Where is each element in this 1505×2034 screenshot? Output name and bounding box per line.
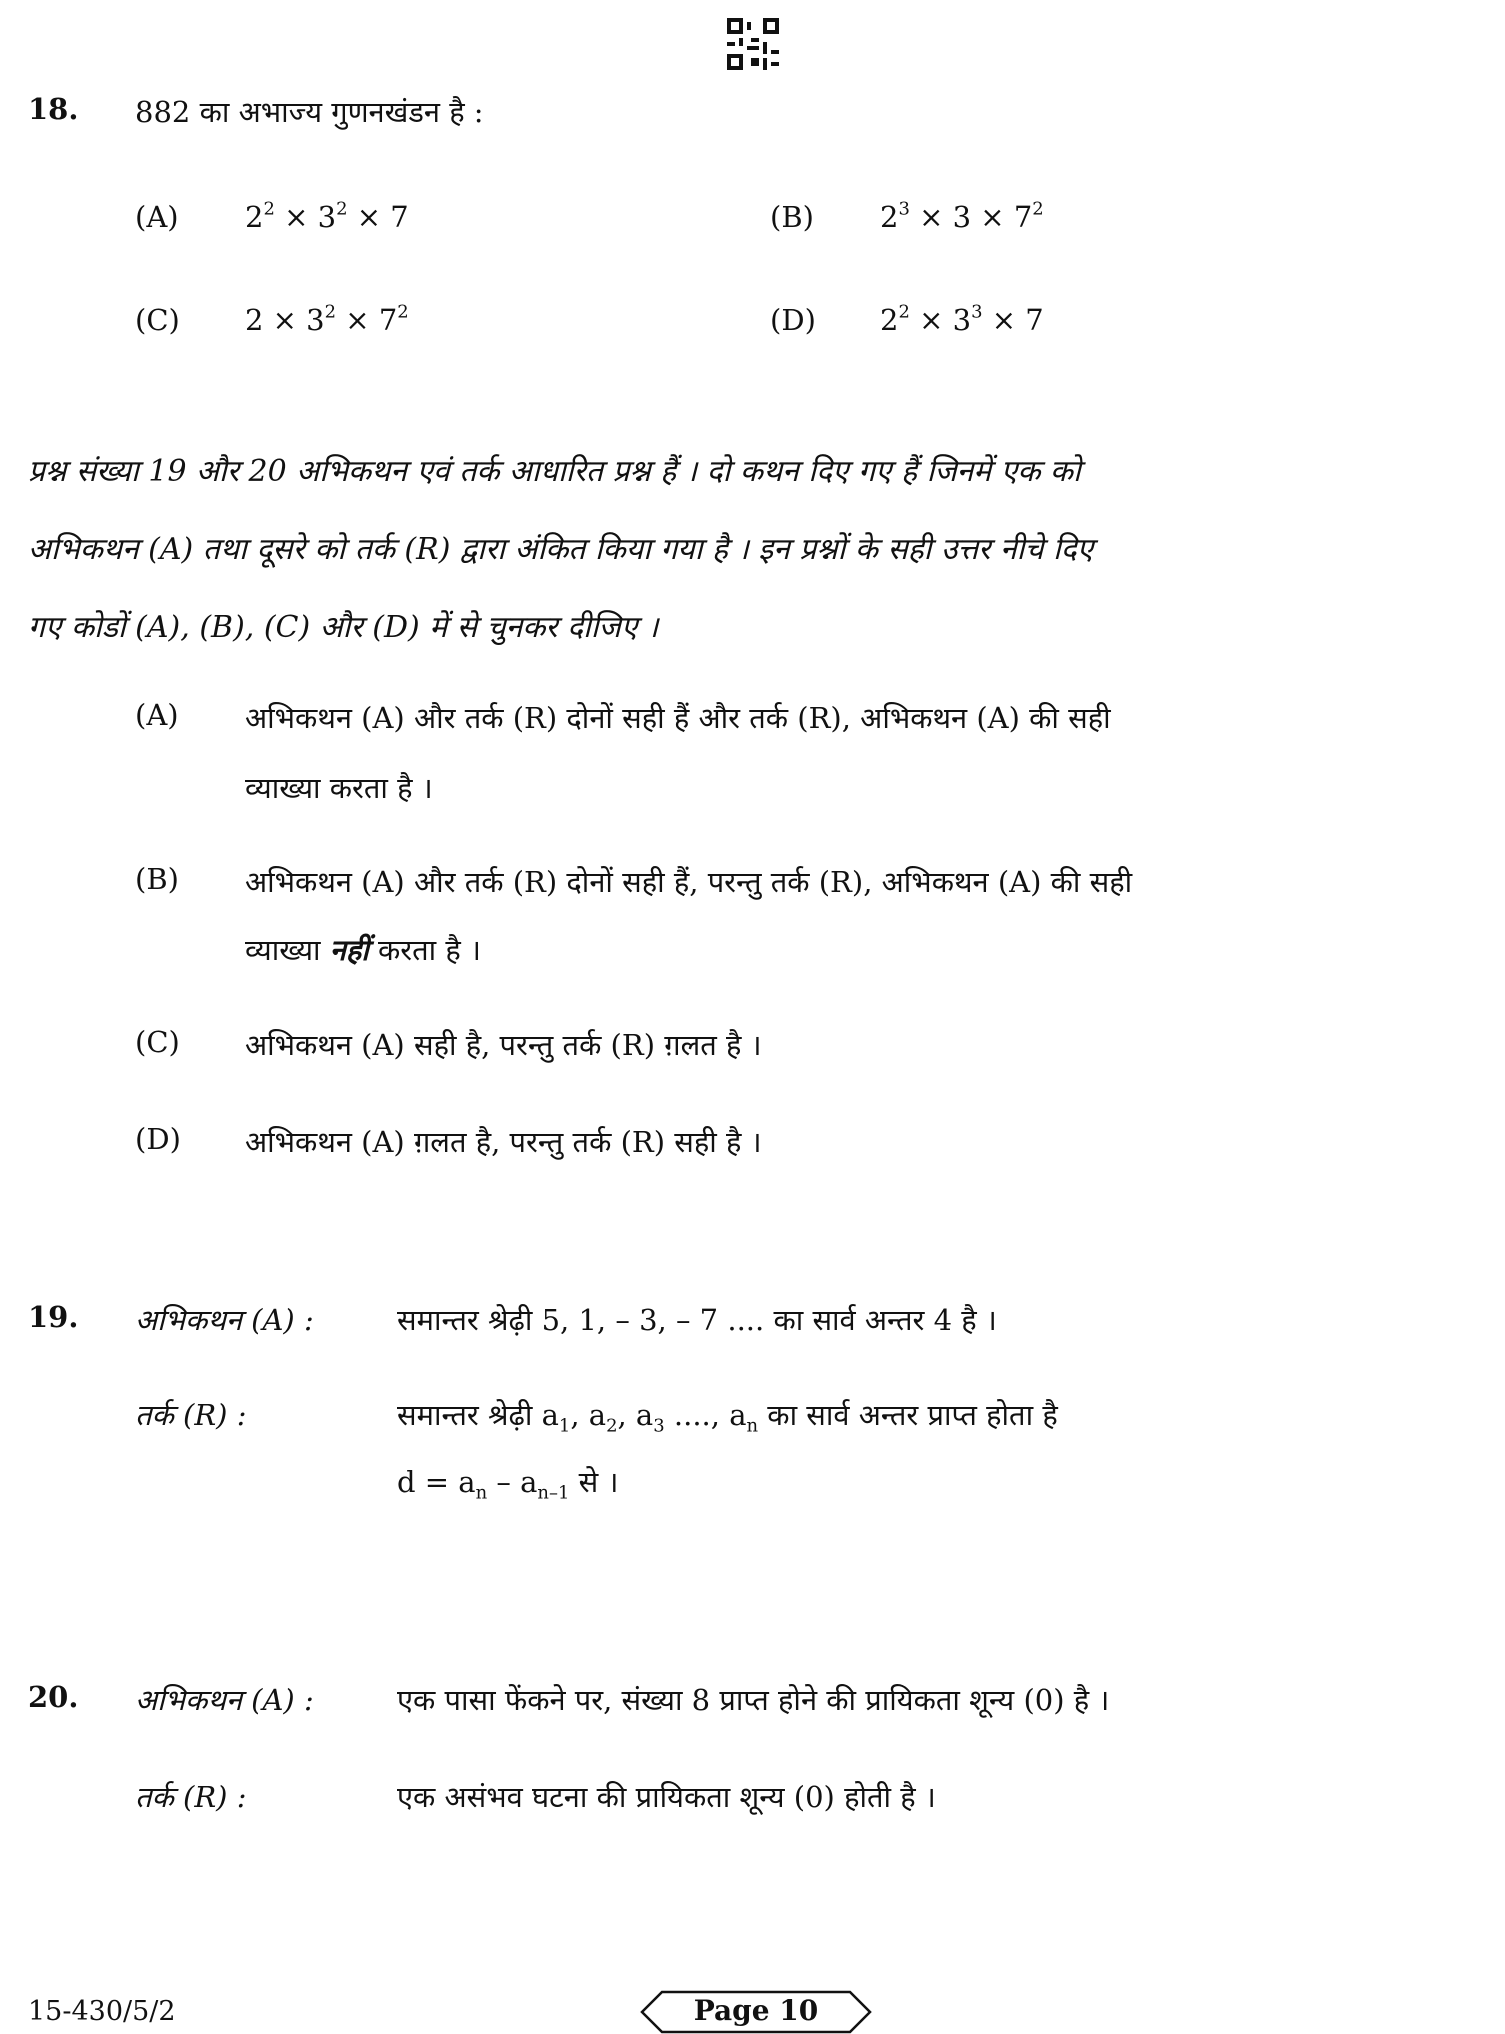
q19-number: 19. <box>28 1300 79 1334</box>
q18-option-d-expression: $2^2 \times 3^3 \times 7$ <box>880 301 1044 337</box>
page-number: Page 10 <box>693 1994 819 2027</box>
q19-assertion-label: अभिकथन (A) : <box>135 1303 314 1337</box>
q19-assertion: समान्तर श्रेढ़ी 5, 1, – 3, – 7 .... का सार्व अन्तर 4 है । <box>397 1303 997 1337</box>
q20-number: 20. <box>28 1680 79 1714</box>
code-b-label: (B) <box>135 862 179 896</box>
page-number-badge <box>640 1990 872 2034</box>
emphasis-not: नहीं <box>329 933 369 967</box>
q19-reason-label: तर्क (R) : <box>135 1398 247 1432</box>
q18-number: 18. <box>28 92 79 126</box>
code-a-label: (A) <box>135 698 179 732</box>
q18-option-b-expression: $2^3 \times 3 \times 7^2$ <box>880 198 1044 234</box>
instructions-line-3: गए कोडों (A), (B), (C) और (D) में से चुनकर दीजिए । <box>28 610 659 645</box>
q18-option-c-label: (C) <box>135 303 180 337</box>
q18-option-c-expression: $2 \times 3^2 \times 7^2$ <box>245 301 409 337</box>
code-d-line-1: अभिकथन (A) ग़लत है, परन्तु तर्क (R) सही है । <box>245 1125 762 1159</box>
code-a-line-1: अभिकथन (A) और तर्क (R) दोनों सही हैं और तर्क (R), अभिकथन (A) की सही <box>245 701 1111 735</box>
assertion-reason-instructions <box>28 433 1408 667</box>
q20-reason-label: तर्क (R) : <box>135 1780 247 1814</box>
code-c-label: (C) <box>135 1025 180 1059</box>
code-b-line-1: अभिकथन (A) और तर्क (R) दोनों सही हैं, परन्तु तर्क (R), अभिकथन (A) की सही <box>245 865 1133 899</box>
q20-assertion-label: अभिकथन (A) : <box>135 1683 314 1717</box>
q18-option-a-label: (A) <box>135 200 179 234</box>
q18-option-b-label: (B) <box>770 200 814 234</box>
code-d-label: (D) <box>135 1122 181 1156</box>
instructions-line-1: प्रश्न संख्या 19 और 20 अभिकथन एवं तर्क आधारित प्रश्न हैं । दो कथन दिए गए हैं जिनमें एक को <box>28 454 1081 489</box>
q19-reason-line-1: समान्तर श्रेढ़ी $a_1$, $a_2$, $a_3$ ...., $a_n$ का सार्व अन्तर प्राप्त होता है <box>397 1398 1058 1437</box>
instructions-line-2: अभिकथन (A) तथा दूसरे को तर्क (R) द्वारा अंकित किया गया है । इन प्रश्नों के सही उत्तर नीचे दिए <box>28 532 1094 567</box>
code-c-line-1: अभिकथन (A) सही है, परन्तु तर्क (R) ग़लत है । <box>245 1028 762 1062</box>
code-a-line-2: व्याख्या करता है । <box>245 771 433 805</box>
q20-reason: एक असंभव घटना की प्रायिकता शून्य (0) होती है । <box>397 1780 936 1814</box>
code-b-line-2: व्याख्या नहीं करता है । <box>245 933 482 967</box>
q18-text: 882 का अभाज्य गुणनखंडन है : <box>135 95 484 129</box>
paper-code: 15-430/5/2 <box>28 1996 176 2027</box>
q19-reason-line-2: $d = a_n - a_{n-1}$ से । <box>397 1465 619 1504</box>
q18-option-d-label: (D) <box>770 303 816 337</box>
q18-option-a-expression: $2^2 \times 3^2 \times 7$ <box>245 198 409 234</box>
qr-code <box>727 18 779 70</box>
q20-assertion: एक पासा फेंकने पर, संख्या 8 प्राप्त होने की प्रायिकता शून्य (0) है । <box>397 1683 1110 1717</box>
